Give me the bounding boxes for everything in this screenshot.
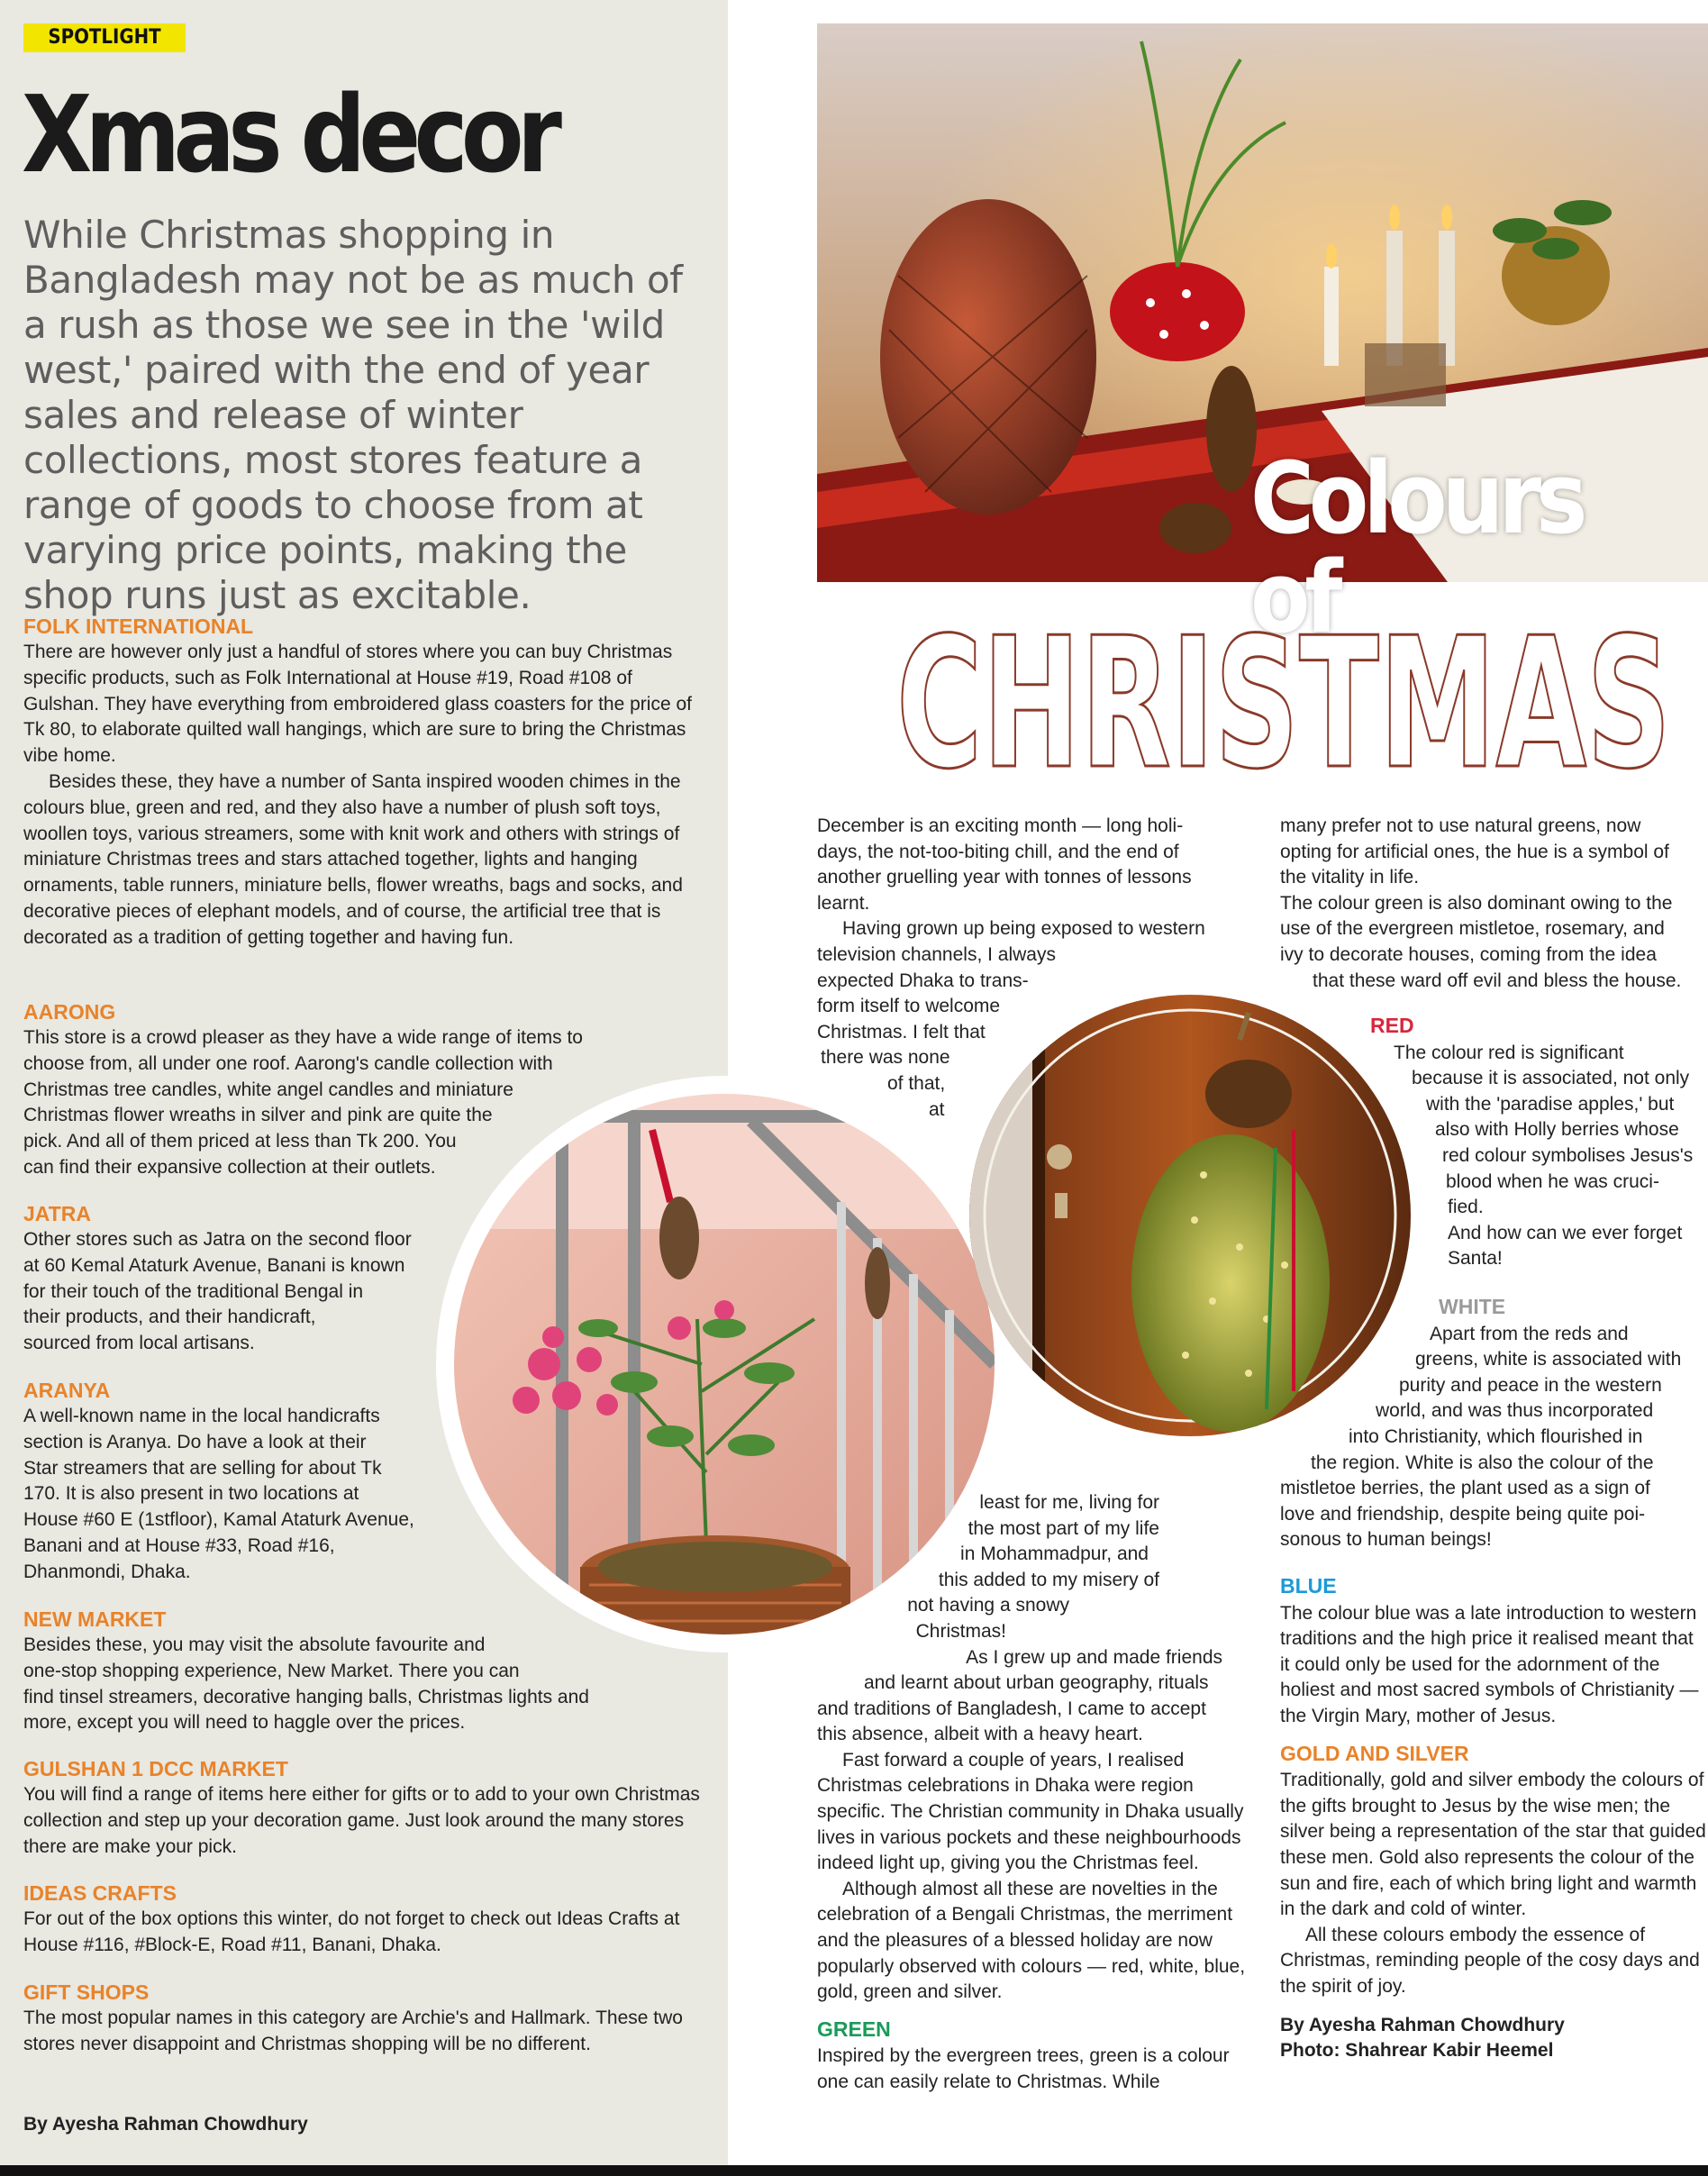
red-line: also with Holly berries whose <box>1435 1119 1679 1141</box>
red-line: with the 'paradise apples,' but <box>1426 1093 1675 1115</box>
mid-line: Christmas. I felt that <box>817 1021 986 1042</box>
mid-line: As I grew up and made friends <box>966 1646 1222 1668</box>
mid-line: expected Dhaka to trans- <box>817 970 1029 991</box>
mid-line: in Mohammadpur, and <box>960 1543 1149 1565</box>
white-line: mistletoe berries, the plant used as a sign of <box>1280 1478 1650 1499</box>
mid-line: least for me, living for <box>979 1492 1159 1513</box>
jatra-line: Other stores such as Jatra on the second floor <box>23 1229 412 1250</box>
mid-line: Christmas! <box>915 1620 1006 1642</box>
headline-christmas <box>887 604 1680 784</box>
mid-line: this absence, albeit with a heavy heart. <box>817 1724 1143 1745</box>
heading-blue: BLUE <box>1280 1574 1337 1598</box>
mid-line: form itself to welcome <box>817 996 1001 1017</box>
right-line: use of the evergreen mistletoe, rosemary, and <box>1280 918 1665 940</box>
red-line: fied. <box>1448 1197 1484 1218</box>
aranya-line: A well-known name in the local handicrafts <box>23 1406 380 1426</box>
spotlight-tag: SPOTLIGHT <box>23 23 186 52</box>
headline-christmas-text: CHRISTMAS <box>896 604 1671 784</box>
aarong-line: Christmas tree candles, white angel candles and miniature <box>23 1079 513 1100</box>
right-line: ivy to decorate houses, coming from the idea <box>1280 943 1657 965</box>
left-sections <box>23 613 708 951</box>
mid-column-bottom <box>817 1671 1249 2096</box>
white-line: sonous to human beings! <box>1280 1529 1492 1551</box>
gold-para: Traditionally, gold and silver embody the colours of the gifts brought to Jesus by the wise men; the silver being a representation of the star that guided these men. Gold also represents the colour of the sun and fire, each of which bring light and warmth in the dark and cold of winter. <box>1280 1770 1706 1920</box>
section-heading-new-market: NEW MARKET <box>23 1607 167 1631</box>
aarong-line: can find their expansive collection at their outlets. <box>23 1156 436 1178</box>
red-line: because it is associated, not only <box>1412 1068 1690 1089</box>
right-column-top <box>1280 814 1708 994</box>
section-heading-jatra: JATRA <box>23 1202 91 1225</box>
mid-line: learnt. <box>817 892 870 914</box>
mid-line: Having grown up being exposed to western <box>842 918 1205 940</box>
gift-shops-section <box>23 1979 708 2058</box>
white-line: love and friendship, despite being quite poi- <box>1280 1503 1646 1525</box>
mid-line: of that, <box>887 1072 946 1094</box>
aranya-line: 170. It is also present in two locations at <box>23 1483 359 1505</box>
gold-para: All these colours embody the essence of Christmas, reminding people of the cosy days and the spirit of joy. <box>1280 1924 1700 1997</box>
aranya-line: Dhanmondi, Dhaka. <box>23 1561 191 1582</box>
red-line: The colour red is significant <box>1394 1042 1624 1063</box>
headline-colours-of: Colours of <box>1250 441 1583 655</box>
white-line: into Christianity, which flourished in <box>1349 1425 1643 1447</box>
photo-credit: Photo: Shahrear Kabir Heemel <box>1280 2040 1554 2062</box>
section-heading-aranya: ARANYA <box>23 1379 111 1402</box>
page-bottom-rule <box>0 2165 1708 2176</box>
heading-green: GREEN <box>817 2017 891 2041</box>
jatra-line: for their touch of the traditional Bengal in <box>23 1280 364 1302</box>
section-heading-gift-shops: GIFT SHOPS <box>23 1980 150 2004</box>
folk-para-2: Besides these, they have a number of Santa inspired wooden chimes in the colours blue, green and red, and they also have a number of plush soft toys, woollen toys, various streamers, some with knit work and others with strings of miniature Christmas trees and stars attached together, lights and hanging ornaments, table runners, miniature bells, flower wreaths, bags and socks, and decorative pieces of elephant models, and of course, the artificial tree that is decorated as a tradition of getting together and having fun. <box>23 770 683 948</box>
red-line: blood when he was cruci- <box>1446 1170 1659 1192</box>
mid-line: December is an exciting month — long holi- <box>817 815 1184 836</box>
right-line: The colour green is also dominant owing to the <box>1280 892 1673 914</box>
heading-red: RED <box>1370 1014 1414 1037</box>
aranya-line: section is Aranya. Do have a look at their <box>23 1431 367 1452</box>
article-intro: While Christmas shopping in Bangladesh may not be as much of a rush as those we see in the 'wild west,' paired with the end of year sales and release of winter collections, most stores feature a range of goods to choose from at varying price points, making the shop runs just as excitable. <box>23 213 683 617</box>
red-line: Santa! <box>1448 1248 1503 1270</box>
mid-line: another gruelling year with tonnes of lessons <box>817 867 1192 888</box>
new-market-line: more, except you will need to haggle over the prices. <box>23 1712 466 1734</box>
white-line: world, and was thus incorporated <box>1376 1400 1654 1422</box>
mid-line: days, the not-too-biting chill, and the end of <box>817 841 1179 862</box>
section-heading-gulshan: GULSHAN 1 DCC MARKET <box>23 1757 288 1780</box>
ideas-crafts-section <box>23 1880 708 1959</box>
mid-column-wrap <box>817 1490 1240 1671</box>
jatra-line: sourced from local artisans. <box>23 1333 255 1354</box>
gift-shops-para: The most popular names in this category are Archie's and Hallmark. These two stores never disappoint and Christmas shopping will be no different. <box>23 2008 683 2054</box>
mid-line: television channels, I always <box>817 943 1056 965</box>
green-text: Inspired by the evergreen trees, green is a colour one can easily relate to Christmas. While <box>817 2045 1230 2092</box>
section-heading-folk: FOLK INTERNATIONAL <box>23 615 254 638</box>
article-title: Xmas decor <box>22 72 556 196</box>
ideas-crafts-para: For out of the box options this winter, do not forget to check out Ideas Crafts at House #116, #Block-E, Road #11, Banani, Dhaka. <box>23 1908 680 1955</box>
white-line: greens, white is associated with <box>1415 1349 1682 1370</box>
white-line: the region. White is also the colour of the <box>1311 1452 1654 1473</box>
mid-para: Although almost all these are novelties in the celebration of a Bengali Christmas, the merriment and the pleasures of a blessed holiday are now popularly observed with colours — red, white, blue, gold, green and silver. <box>817 1878 1246 2003</box>
jatra-line: at 60 Kemal Ataturk Avenue, Banani is known <box>23 1254 405 1276</box>
section-heading-ideas-crafts: IDEAS CRAFTS <box>23 1881 177 1905</box>
aranya-line: House #60 E (1stfloor), Kamal Ataturk Avenue, <box>23 1509 414 1531</box>
right-line: that these ward off evil and bless the house. <box>1313 970 1682 991</box>
mid-line: the most part of my life <box>968 1517 1159 1539</box>
aarong-line: pick. And all of them priced at less than Tk 200. You <box>23 1131 457 1152</box>
right-byline: By Ayesha Rahman Chowdhury <box>1280 2014 1565 2035</box>
aranya-line: Banani and at House #33, Road #16, <box>23 1534 335 1556</box>
right-line: many prefer not to use natural greens, now <box>1280 815 1641 836</box>
mid-line: and traditions of Bangladesh, I came to accept <box>817 1698 1206 1719</box>
white-line: Apart from the reds and <box>1430 1323 1629 1344</box>
new-market-line: find tinsel streamers, decorative hanging balls, Christmas lights and <box>23 1686 589 1707</box>
jatra-line: their products, and their handicraft, <box>23 1307 316 1328</box>
mid-line: at <box>929 1098 945 1120</box>
new-market-line: Besides these, you may visit the absolute favourite and <box>23 1634 486 1655</box>
white-section <box>1280 1294 1708 1553</box>
section-heading-aarong: AARONG <box>23 1000 116 1024</box>
aranya-line: Star streamers that are selling for about Tk <box>23 1457 382 1479</box>
mid-line: there was none <box>821 1047 950 1069</box>
heading-white: WHITE <box>1439 1295 1506 1318</box>
red-line: red colour symbolises Jesus's <box>1442 1144 1694 1166</box>
aarong-line: choose from, all under one roof. Aarong's candle collection with <box>23 1052 553 1074</box>
left-byline: By Ayesha Rahman Chowdhury <box>23 2114 308 2135</box>
aarong-line: This store is a crowd pleaser as they have a wide range of items to <box>23 1027 583 1048</box>
blue-text: The colour blue was a late introduction to western traditions and the high price it realised meant that it could only be used for the adornment of the holiest and most sacred symbols of Christianity — the Virgin Mary, mother of Jesus. <box>1280 1602 1699 1726</box>
mid-line: not having a snowy <box>907 1595 1069 1616</box>
mid-para: Fast forward a couple of years, I realised Christmas celebrations in Dhaka were region specific. The Christian community in Dhaka usually lives in various pockets and these neighbourhoods indeed light up, giving you the Christmas feel. <box>817 1749 1244 1874</box>
right-line: opting for artificial ones, the hue is a symbol of <box>1280 841 1669 862</box>
aarong-line: Christmas flower wreaths in silver and pink are quite the <box>23 1105 493 1126</box>
blue-gold-section <box>1280 1573 1708 2064</box>
white-line: purity and peace in the western <box>1399 1374 1662 1396</box>
red-line: And how can we ever forget <box>1448 1222 1683 1243</box>
mid-line: this added to my misery of <box>938 1569 1159 1590</box>
gulshan-para: You will find a range of items here either for gifts or to add to your own Christmas collection and step up your decoration game. Just look around the many stores there are make your pick. <box>23 1784 700 1857</box>
gulshan-section <box>23 1755 708 1860</box>
mid-line: and learnt about urban geography, rituals <box>864 1672 1209 1693</box>
folk-para-1: There are however only just a handful of stores where you can buy Christmas specific products, such as Folk International at House #19, Road #108 of Gulshan. They have everything from embroidered glass coasters for the price of Tk 80, to elaborate quilted wall hangings, which are sure to bring the Christmas vibe home. <box>23 642 692 767</box>
heading-gold-silver: GOLD AND SILVER <box>1280 1741 1469 1765</box>
new-market-line: one-stop shopping experience, New Market. There you can <box>23 1660 520 1681</box>
red-section <box>1280 1013 1708 1272</box>
right-line: the vitality in life. <box>1280 867 1420 888</box>
